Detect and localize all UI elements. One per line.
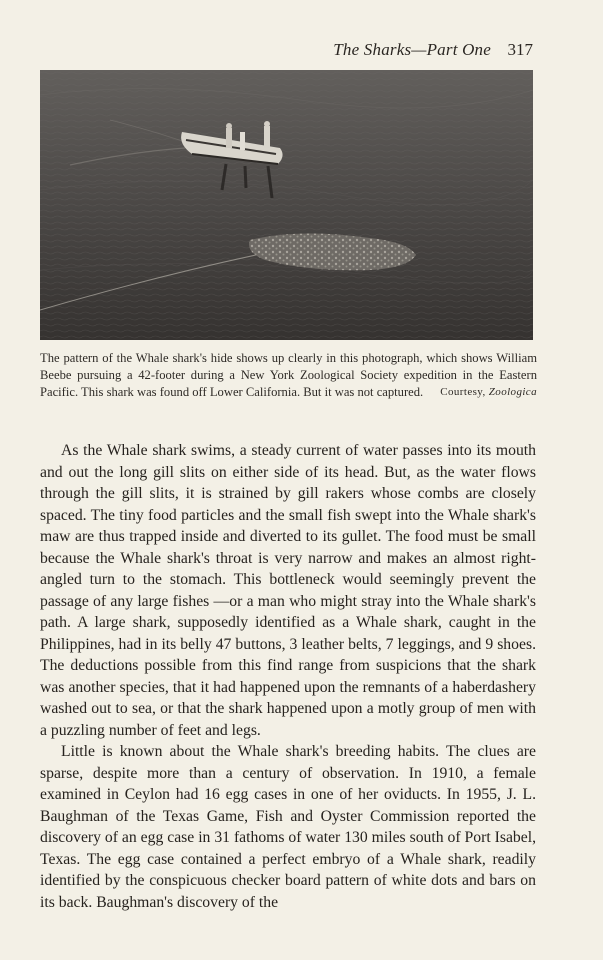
paragraph: Little is known about the Whale shark's breeding habits. The clues are sparse, despite more than a century of observation. In 1910, a female examined in Ceylon had 16 egg cases in one of her oviducts. In 1955, J. L. Baughman of the Texas Game, Fish and Oyster Commission reported the discovery of an egg case in 31 fathoms of water 130 miles south of Port Isabel, Texas. The egg case contained a perfect embryo of a Whale shark, readily identified by the conspicuous checker board pattern of white dots and bars on its back. Baughman's discovery of the [40,743,536,911]
credit-source: Zoologica [488,385,537,398]
paragraph: As the Whale shark swims, a steady current of water passes into its mouth and out the long gill slits on either side of its head. But, as the water flows through the gill slits, it is strained by gill rakers whose combs are closely spaced. The tiny food particles and the small fish swept into the Whale shark's maw are thus trapped inside and diverted to its gullet. The food must be small because the Whale shark's throat is very narrow and makes an almost right-angled turn to the stomach. This bottleneck would seemingly prevent the passage of any large fishes —or a man who might stray into the Whale shark's path. A large shark, supposedly identified as a Whale shark, caught in the Philippines, had in its belly 47 buttons, 3 leather belts, 7 leggings, and 9 shoes. The deductions possible from this find range from suspicions that the shark was another species, that it had happened upon the remnants of a haberdashery washed out to sea, or that the shark happened upon a motly group of men with a puzzling number of feet and legs. [40,442,536,739]
photo-credit [440,384,537,401]
page-header [40,40,533,64]
body-text [40,440,536,913]
page-number: 317 [507,40,533,59]
caption-text: The pattern of the Whale shark's hide shows up clearly in this photograph, which shows William Beebe pursuing a 42-footer during a New York Zoological Society expedition in the Eastern Pacific. This shark was found off Lower California. But it was not captured. [40,351,537,399]
credit-prefix: Courtesy, [440,385,486,398]
whale-shark-photograph [40,70,533,340]
running-head: The Sharks—Part One [333,40,491,59]
figure-caption [40,350,537,400]
